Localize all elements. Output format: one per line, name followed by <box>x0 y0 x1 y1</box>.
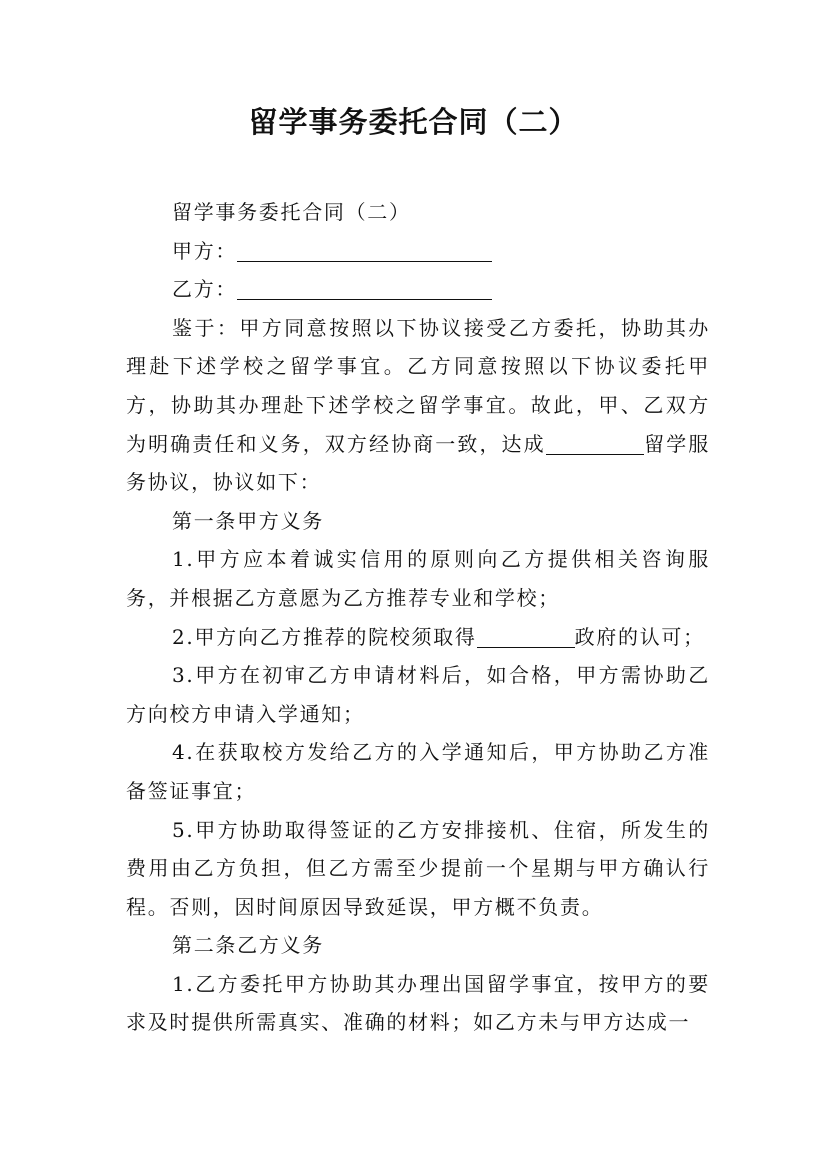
party-b-blank-line <box>237 273 492 300</box>
party-a-label: 甲方： <box>172 238 238 263</box>
paragraph-subtitle: 留学事务委托合同（二） <box>172 200 411 224</box>
party-b-label: 乙方： <box>172 277 238 302</box>
clause-a4: 4.在获取校方发给乙方的入学通知后，甲方协助乙方准备签证事宜； <box>126 740 710 803</box>
paragraph-preamble <box>126 309 710 502</box>
party-a-blank-line <box>237 235 492 262</box>
section-heading-party-a-duties: 第一条甲方义务 <box>172 508 324 533</box>
document-title: 留学事务委托合同（二） <box>248 105 579 139</box>
preamble-text: 鉴于：甲方同意按照以下协议接受乙方委托，协助其办理赴下述学校之留学事宜。乙方同意按照以下协议委托甲方，协助其办理赴下述学校之留学事宜。故此，甲、乙双方为明确责任和义务，双方经协商一致，达成 <box>126 315 710 456</box>
section-heading-party-b-duties: 第二条乙方义务 <box>172 933 324 958</box>
paragraph-party-a <box>126 232 710 271</box>
clause-a2-text-end: 政府的认可； <box>574 624 705 649</box>
preamble-text-end: 留学服务协议，协议如下： <box>126 431 710 495</box>
clause-a5: 5.甲方协助取得签证的乙方安排接机、住宿，所发生的费用由乙方负担，但乙方需至少提前一个星期与甲方确认行程。否则，因时间原因导致延误，甲方概不负责。 <box>126 817 710 919</box>
clause-a2-text: 2.甲方向乙方推荐的院校须取得 <box>172 624 477 649</box>
clause-b1: 1.乙方委托甲方协助其办理出国留学事宜，按甲方的要求及时提供所需真实、准确的材料；如乙方未与甲方达成一 <box>126 971 710 1035</box>
clause-a3: 3.甲方在初审乙方申请材料后，如合格，甲方需协助乙方向校方申请入学通知； <box>126 663 710 726</box>
agreement-name-blank-line <box>546 428 644 455</box>
government-blank-line <box>477 621 575 648</box>
clause-a1: 1.甲方应本着诚实信用的原则向乙方提供相关咨询服务，并根据乙方意愿为乙方推荐专业和学校； <box>126 547 710 610</box>
clause-a2 <box>126 618 710 657</box>
document-body <box>126 193 710 1042</box>
paragraph-party-b <box>126 270 710 309</box>
